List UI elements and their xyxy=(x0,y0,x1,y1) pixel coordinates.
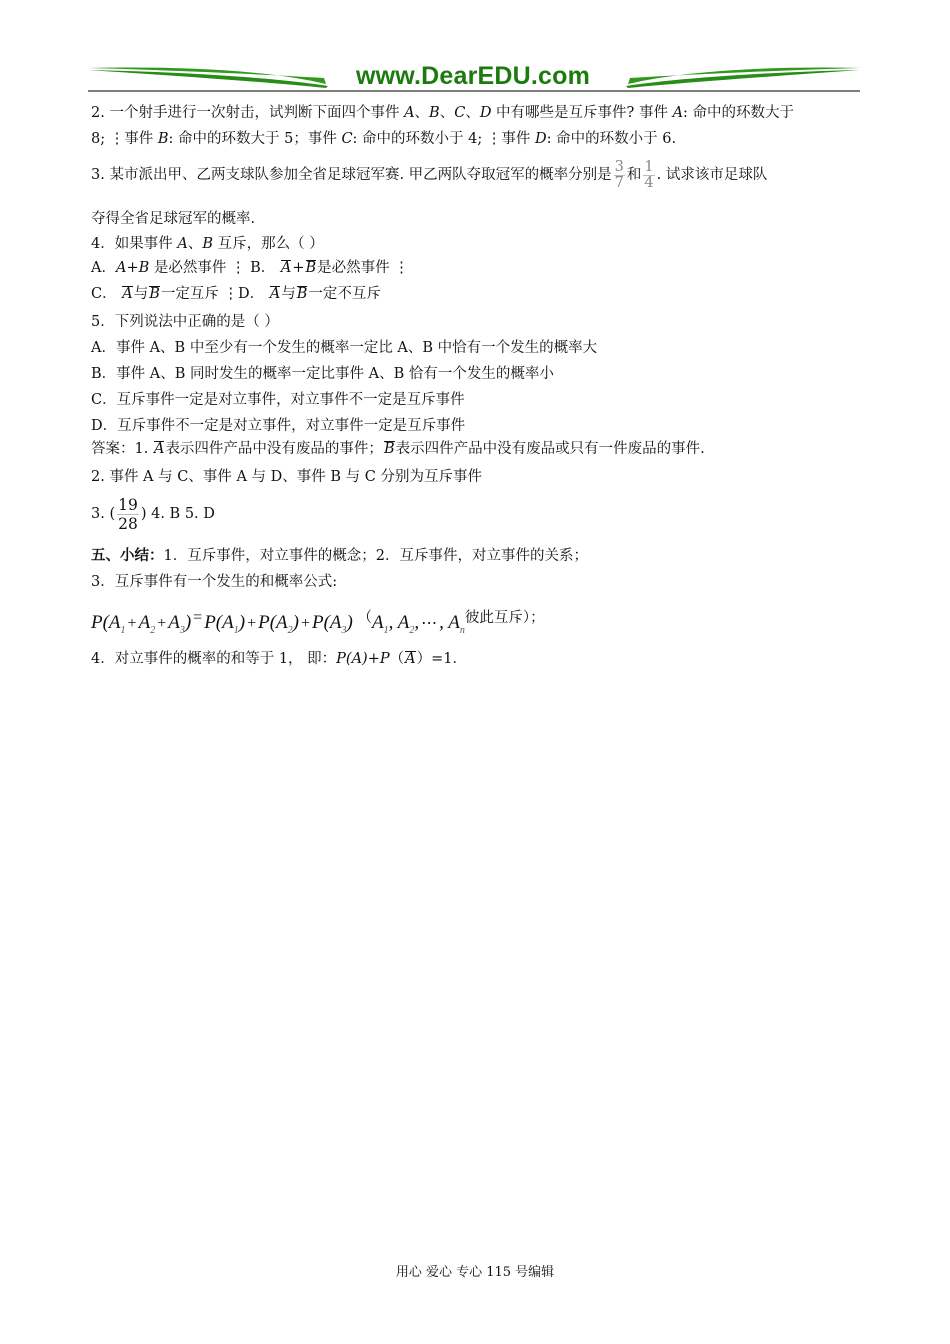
page-footer: 用心 爱心 专心 115 号编辑 xyxy=(395,1265,555,1280)
question-4-options-ab: A．A+B 是必然事件 ⋮ B． A+B是必然事件 ⋮ xyxy=(91,260,409,276)
var-c: C xyxy=(341,131,353,147)
text: 、 xyxy=(414,105,430,121)
site-header xyxy=(88,62,860,94)
answer-1: 答案：1. A表示四件产品中没有废品的事件；B表示四件产品中没有废品或只有一件废品的事件. xyxy=(91,441,705,457)
var-a: A xyxy=(672,105,684,121)
summary-line-4: 4．对立事件的概率的和等于 1， 即：P(A)+P（A）=1． xyxy=(91,651,467,667)
text: . 试求该市足球队 xyxy=(656,167,768,183)
site-logo[interactable]: www.DearEDU.com xyxy=(355,62,591,90)
question-5-option-b: B．事件 A、B 同时发生的概率一定比事件 A、B 恰有一个发生的概率小 xyxy=(91,366,554,382)
text: 中有哪些是互斥事件? 事件 xyxy=(491,105,673,121)
text: 、 xyxy=(465,105,480,121)
var-a: A xyxy=(404,105,415,121)
var-d: D xyxy=(479,105,492,121)
problem-2-line-1 xyxy=(91,104,794,122)
question-5-option-c: C．互斥事件一定是对立事件，对立事件不一定是互斥事件 xyxy=(91,392,465,408)
summary-line-2: 3．互斥事件有一个发生的和概率公式: xyxy=(91,574,338,590)
sum-probability-formula: $P(A_1 + A_2 + A_3)$ = $P(A_1) + P(A_2) + P(A_3)$ （$A_1$, $A_2$, ⋯ , $A_n$彼此互斥）； xyxy=(91,609,545,636)
fraction-1-4: $\frac{1}{4}$ xyxy=(644,158,654,191)
text: 、 xyxy=(439,105,455,121)
var-b: B xyxy=(157,131,169,147)
var-c: C xyxy=(454,105,466,121)
events-list: $A_1$, $A_2$, ⋯ , $A_n$ xyxy=(371,612,465,636)
summary-heading: 五、小结： xyxy=(91,547,164,564)
problem-3-line-1 xyxy=(91,158,767,192)
text: 2. 一个射手进行一次射击，试判断下面四个事件 xyxy=(91,105,405,121)
answer-2: 2. 事件 A 与 C、事件 A 与 D、事件 B 与 C 分别为互斥事件 xyxy=(91,469,482,485)
answer-3-5: 3. ( $\frac{19}{28}$ ) 4. B 5. D xyxy=(91,495,215,533)
fraction-3-7: $\frac{3}{7}$ xyxy=(614,158,624,191)
text: 8; ⋮事件 xyxy=(91,131,158,147)
formula: $P(A_1 + A_2 + A_3)$ = $P(A_1) + P(A_2) + P(A_3)$ xyxy=(91,609,353,636)
text: : 命中的环数小于 6. xyxy=(546,131,677,147)
problem-2-line-2 xyxy=(91,130,676,148)
text: : 命中的环数大于 5；事件 xyxy=(168,131,342,147)
text: 3. 某市派出甲、乙两支球队参加全省足球冠军赛. 甲乙两队夺取冠军的概率分别是 xyxy=(91,167,612,183)
question-5-option-d: D．互斥事件不一定是对立事件，对立事件一定是互斥事件 xyxy=(91,418,466,434)
text: 和 xyxy=(626,167,642,183)
problem-3-line-2: 夺得全省足球冠军的概率. xyxy=(91,211,256,227)
question-5-option-a: A．事件 A、B 中至少有一个发生的概率一定比 A、B 中恰有一个发生的概率大 xyxy=(91,340,598,356)
summary-line-1: 五、小结：1．互斥事件，对立事件的概念；2．互斥事件，对立事件的关系； xyxy=(91,547,588,564)
fraction-19-28: $\frac{19}{28}$ xyxy=(118,495,138,533)
var-b: B xyxy=(429,105,440,121)
question-5-stem: 5．下列说法中正确的是（ ） xyxy=(91,314,279,330)
text: : 命中的环数小于 4; ⋮事件 xyxy=(352,131,535,147)
text: : 命中的环数大于 xyxy=(683,105,795,121)
question-4-stem: 4．如果事件 A、B 互斥，那么（ ） xyxy=(91,236,324,252)
question-4-options-cd: C． A与B一定互斥 ⋮D． A与B一定不互斥 xyxy=(91,286,381,302)
var-d: D xyxy=(534,131,547,147)
